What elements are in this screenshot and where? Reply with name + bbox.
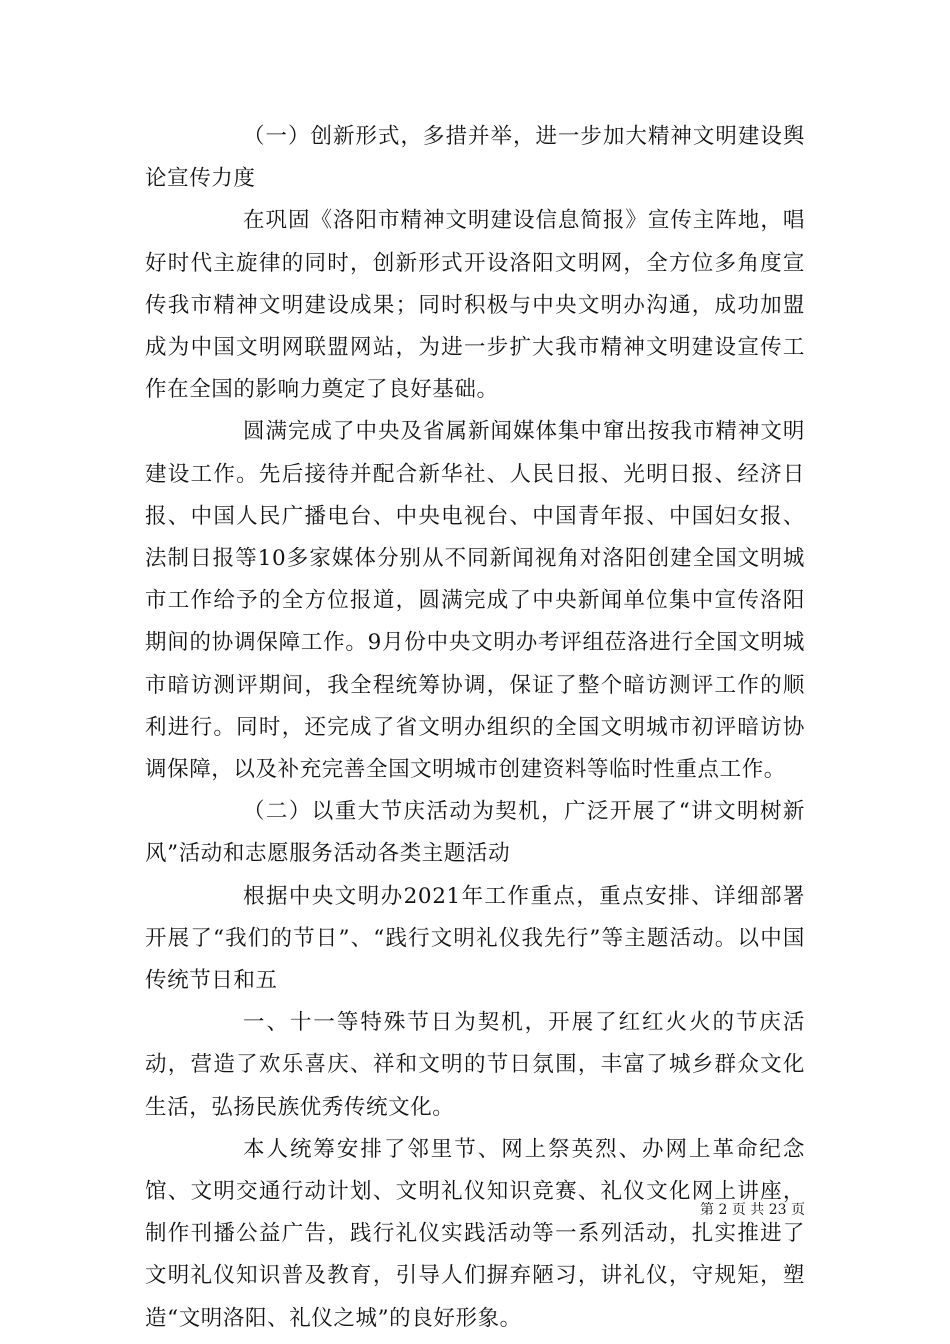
- body-paragraph: 根据中央文明办2021年工作重点，重点安排、详细部署开展了“我们的节日”、“践行文明礼仪我先行”等主题活动。以中国传统节日和五: [145, 883, 805, 994]
- body-paragraph: 本人统筹安排了邻里节、网上祭英烈、办网上革命纪念馆、文明交通行动计划、文明礼仪知识竞赛、礼仪文化网上讲座，制作刊播公益广告，践行礼仪实践活动等一系列活动，扎实推进了文明礼仪知识普及教育，引导人们摒弃陋习，讲礼仪，守规矩，塑造“文明洛阳、礼仪之城”的良好形象。: [145, 1136, 805, 1331]
- section-heading-1: （一）创新形式，多措并举，进一步加大精神文明建设舆论宣传力度: [145, 124, 805, 192]
- body-paragraph: 圆满完成了中央及省属新闻媒体集中窜出按我市精神文明建设工作。先后接待并配合新华社、人民日报、光明日报、经济日报、中国人民广播电台、中央电视台、中国青年报、中国妇女报、法制日报等10多家媒体分别从不同新闻视角对洛阳创建全国文明城市工作给予的全方位报道，圆满完成了中央新闻单位集中宣传洛阳期间的协调保障工作。9月份中央文明办考评组莅洛进行全国文明城市暗访测评期间，我全程统筹协调，保证了整个暗访测评工作的顺利进行。同时，还完成了省文明办组织的全国文明城市初评暗访协调保障，以及补充完善全国文明城市创建资料等临时性重点工作。: [145, 419, 805, 783]
- section-heading-2: （二）以重大节庆活动为契机，广泛开展了“讲文明树新风”活动和志愿服务活动各类主题活动: [145, 799, 805, 867]
- body-paragraph: 一、十一等特殊节日为契机，开展了红红火火的节庆活动，营造了欢乐喜庆、祥和文明的节日氛围，丰富了城乡群众文化生活，弘扬民族优秀传统文化。: [145, 1010, 805, 1120]
- document-body: [145, 116, 805, 1340]
- body-paragraph: 在巩固《洛阳市精神文明建设信息简报》宣传主阵地，唱好时代主旋律的同时，创新形式开设洛阳文明网，全方位多角度宣传我市精神文明建设成果；同时积极与中央文明办沟通，成功加盟成为中国文明网联盟网站，为进一步扩大我市精神文明建设宣传工作在全国的影响力奠定了良好基础。: [145, 208, 805, 403]
- page-number-footer: 第 2 页 共 23 页: [700, 1202, 805, 1218]
